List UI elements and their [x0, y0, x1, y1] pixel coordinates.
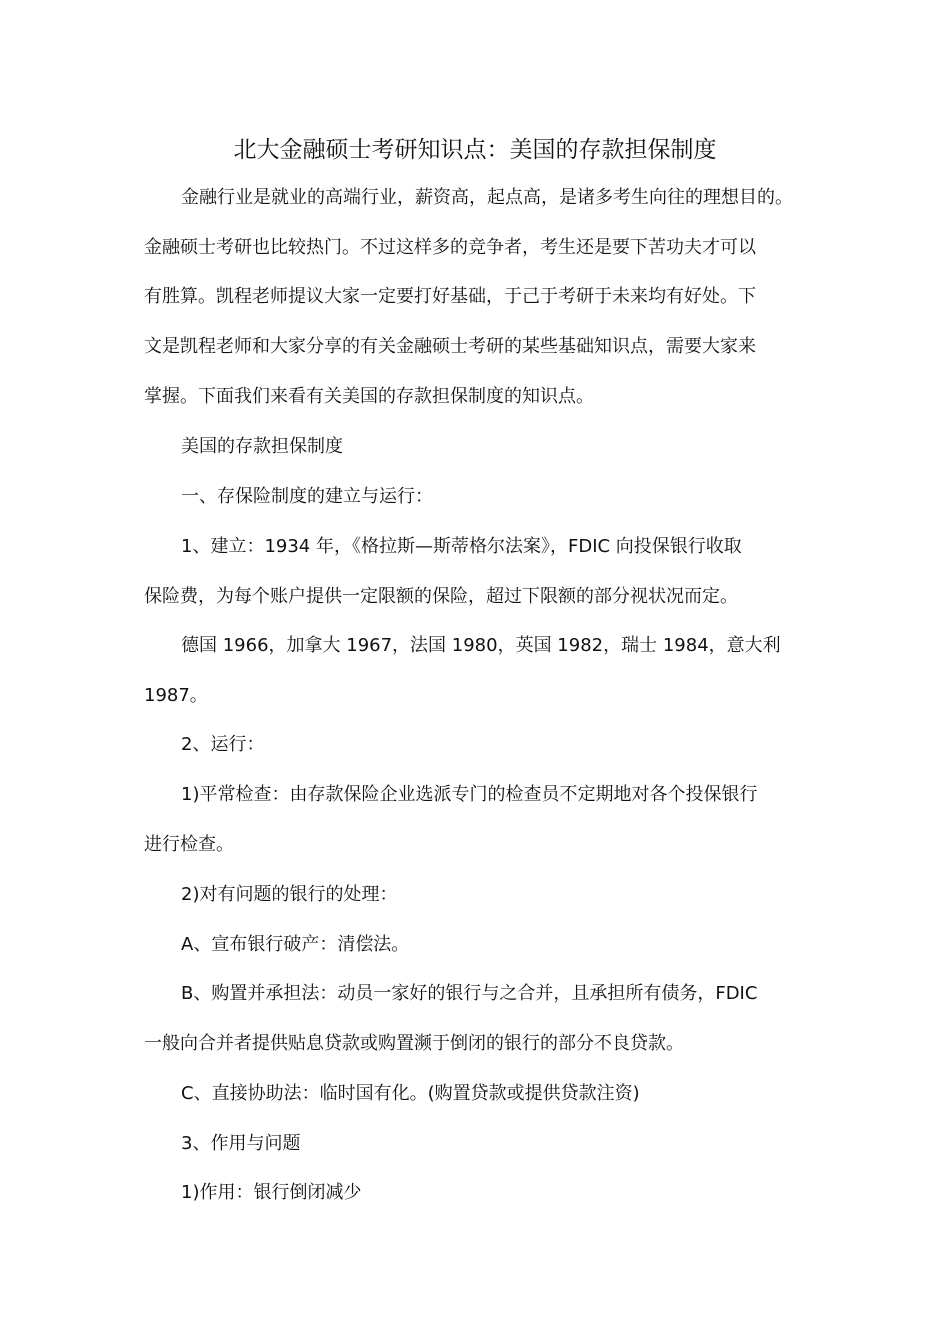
countries-paragraph — [144, 621, 814, 720]
text-line: 文是凯程老师和大家分享的有关金融硕士考研的某些基础知识点，需要大家来 — [144, 336, 756, 358]
item-3-1: 1)作用：银行倒闭减少 — [181, 1182, 362, 1203]
intro-paragraph — [144, 173, 814, 421]
item-2-1-paragraph — [144, 770, 814, 869]
text-line: 金融硕士考研也比较热门。不过这样多的竞争者，考生还是要下苦功夫才可以 — [144, 236, 756, 258]
text-line: 1987。 — [144, 684, 208, 706]
text-line: 掌握。下面我们来看有关美国的存款担保制度的知识点。 — [144, 385, 594, 407]
item-3: 3、作用与问题 — [181, 1133, 301, 1154]
text-line: 一般向合并者提供贴息贷款或购置濒于倒闭的银行的部分不良贷款。 — [144, 1032, 684, 1054]
text-line: B、购置并承担法：动员一家好的银行与之合并，且承担所有债务，FDIC — [181, 983, 758, 1004]
heading-1: 一、存保险制度的建立与运行： — [181, 486, 433, 507]
item-2-2: 2)对有问题的银行的处理： — [181, 884, 398, 905]
item-2: 2、运行： — [181, 734, 265, 755]
text-line: 有胜算。凯程老师提议大家一定要打好基础，于己于考研于未来均有好处。下 — [144, 286, 756, 308]
text-line: 金融行业是就业的高端行业，薪资高，起点高，是诸多考生向往的理想目的。 — [181, 187, 793, 208]
text-line: 1、建立：1934 年，《格拉斯—斯蒂格尔法案》，FDIC 向投保银行收取 — [181, 536, 742, 557]
option-a: A、宣布银行破产：清偿法。 — [181, 934, 410, 955]
option-b-paragraph — [144, 969, 814, 1068]
section-title: 美国的存款担保制度 — [181, 436, 343, 457]
document-title: 北大金融硕士考研知识点：美国的存款担保制度 — [233, 137, 717, 163]
text-line: 进行检查。 — [144, 833, 234, 855]
text-line: 1)平常检查：由存款保险企业选派专门的检查员不定期地对各个投保银行 — [181, 784, 758, 805]
item-1-paragraph — [144, 522, 814, 621]
text-line: 保险费，为每个账户提供一定限额的保险，超过下限额的部分视状况而定。 — [144, 585, 738, 607]
option-c: C、直接协助法：临时国有化。(购置贷款或提供贷款注资) — [181, 1083, 640, 1104]
text-line: 德国 1966，加拿大 1967，法国 1980，英国 1982，瑞士 1984，意大利 — [181, 635, 781, 656]
